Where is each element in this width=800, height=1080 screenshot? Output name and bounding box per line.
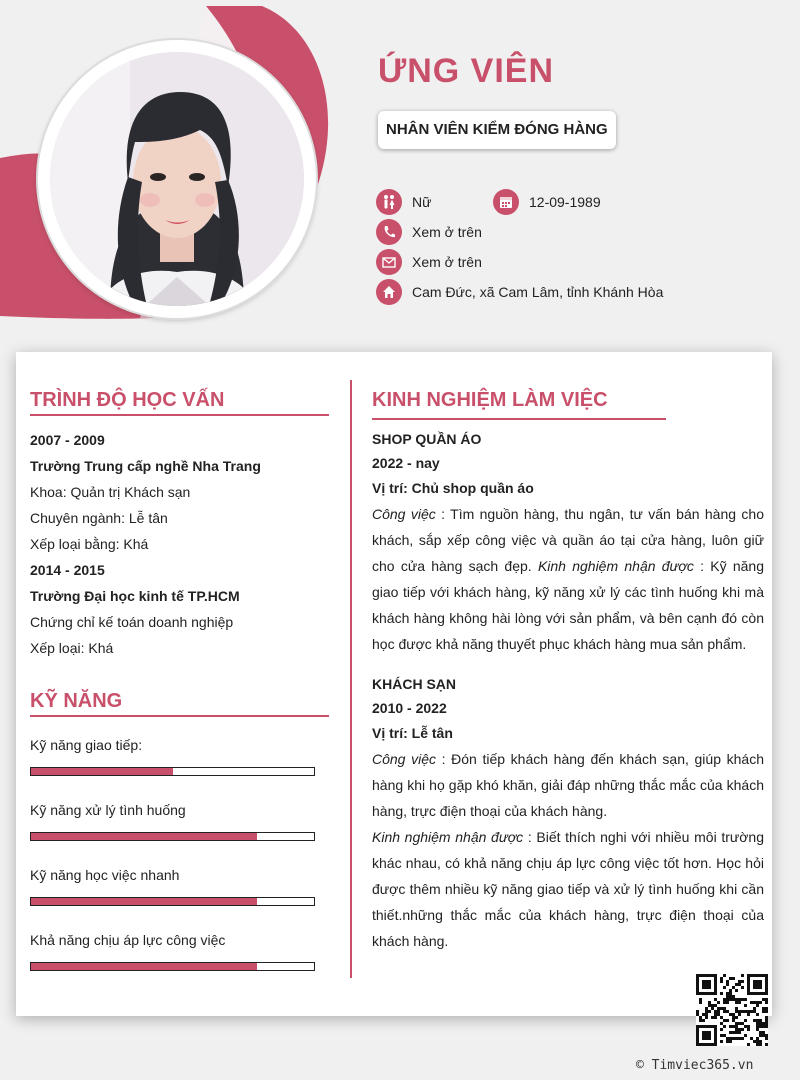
skill-label: Kỹ năng học việc nhanh bbox=[30, 867, 180, 883]
job-company: SHOP QUẦN ÁO bbox=[372, 431, 482, 447]
job-description bbox=[372, 746, 764, 824]
work-label: Công việc bbox=[372, 751, 436, 767]
education-title: TRÌNH ĐỘ HỌC VẤN bbox=[30, 389, 225, 411]
job-position: Vị trí: Chủ shop quần áo bbox=[372, 480, 534, 496]
job-period: 2010 - 2022 bbox=[372, 700, 447, 716]
work-text: : Đón tiếp khách hàng đến khách sạn, giúp khách hàng khi họ gặp khó khăn, giải đáp những thắc mắc của khách hàng, trực điện thoại của khách hàng. bbox=[372, 751, 764, 819]
work-label: Công việc bbox=[372, 506, 436, 522]
email-icon bbox=[376, 249, 402, 275]
skill-bar-fill bbox=[31, 898, 257, 905]
education-line: Xếp loại bằng: Khá bbox=[30, 536, 149, 552]
job-position: Vị trí: Lễ tân bbox=[372, 725, 453, 741]
skill-label: Kỹ năng xử lý tình huống bbox=[30, 802, 186, 818]
email-row bbox=[376, 249, 482, 275]
skills-title: KỸ NĂNG bbox=[30, 690, 123, 712]
skill-bar bbox=[30, 767, 315, 776]
address-value: Cam Đức, xã Cam Lâm, tỉnh Khánh Hòa bbox=[412, 284, 664, 300]
phone-icon bbox=[376, 219, 402, 245]
skill-bar bbox=[30, 962, 315, 971]
education-underline bbox=[30, 414, 329, 416]
birthday-value: 12-09-1989 bbox=[529, 194, 601, 210]
gender-icon bbox=[376, 189, 402, 215]
birthday-row bbox=[493, 189, 601, 215]
experience-label: Kinh nghiệm nhận được bbox=[537, 558, 694, 574]
education-line: Trường Đại học kinh tế TP.HCM bbox=[30, 588, 240, 604]
experience-underline bbox=[372, 418, 666, 420]
avatar-frame bbox=[38, 40, 316, 318]
experience-text: : Biết thích nghi với nhiều môi trường khác nhau, có khả năng chịu áp lực công việc tốt hơn. Học hỏi được thêm nhiều kỹ năng giao tiếp và xử lý tình huống khi cần thiết.những thắc mắc của khách hàng, trực điện thoại của khách hàng. bbox=[372, 829, 765, 949]
address-row bbox=[376, 279, 663, 305]
footer-copyright: © Timviec365.vn bbox=[636, 1058, 754, 1073]
gender-value: Nữ bbox=[412, 194, 432, 210]
qr-code-icon bbox=[696, 974, 768, 1046]
skill-label: Kỹ năng giao tiếp: bbox=[30, 737, 143, 753]
education-line: Chứng chỉ kế toán doanh nghiệp bbox=[30, 614, 234, 630]
job-description bbox=[372, 501, 764, 657]
experience-text: : Kỹ năng giao tiếp với khách hàng, kỹ năng xử lý các tình huống khi mà khách hàng không hài lòng với sản phẩm, và bên cạnh đó còn học được khả năng thuyết phục khách hàng mua sản phẩm. bbox=[372, 558, 765, 652]
education-line: Xếp loại: Khá bbox=[30, 640, 114, 656]
experience-title: KINH NGHIỆM LÀM VIỆC bbox=[372, 389, 608, 411]
education-line: Chuyên ngành: Lễ tân bbox=[30, 510, 168, 526]
home-icon bbox=[376, 279, 402, 305]
phone-value: Xem ở trên bbox=[412, 224, 482, 240]
resume-body bbox=[16, 352, 772, 1016]
skill-bar bbox=[30, 897, 315, 906]
job-title: NHÂN VIÊN KIỂM ĐÓNG HÀNG bbox=[378, 111, 616, 149]
experience-label: Kinh nghiệm nhận được bbox=[372, 829, 524, 845]
skill-bar-fill bbox=[31, 768, 173, 775]
education-line: Khoa: Quản trị Khách sạn bbox=[30, 484, 191, 500]
skill-bar-fill bbox=[31, 963, 257, 970]
job-description bbox=[372, 824, 764, 954]
column-divider bbox=[350, 380, 352, 978]
skills-underline bbox=[30, 715, 329, 717]
email-value: Xem ở trên bbox=[412, 254, 482, 270]
work-text: : Tìm nguồn hàng, thu ngân, tư vấn bán hàng cho khách, sắp xếp công việc và quần áo tại cửa hàng, luôn giữ cho cửa hàng sạch đẹp. bbox=[372, 506, 764, 574]
candidate-name: ỨNG VIÊN bbox=[378, 52, 555, 90]
skill-bar-fill bbox=[31, 833, 257, 840]
phone-row bbox=[376, 219, 482, 245]
education-line: Trường Trung cấp nghề Nha Trang bbox=[30, 458, 261, 474]
skill-bar bbox=[30, 832, 315, 841]
education-line: 2014 - 2015 bbox=[30, 562, 105, 578]
avatar bbox=[50, 52, 304, 306]
calendar-icon bbox=[493, 189, 519, 215]
education-line: 2007 - 2009 bbox=[30, 432, 105, 448]
job-company: KHÁCH SẠN bbox=[372, 676, 456, 692]
gender-row bbox=[376, 189, 431, 215]
skill-label: Khả năng chịu áp lực công việc bbox=[30, 932, 226, 948]
job-period: 2022 - nay bbox=[372, 455, 440, 471]
